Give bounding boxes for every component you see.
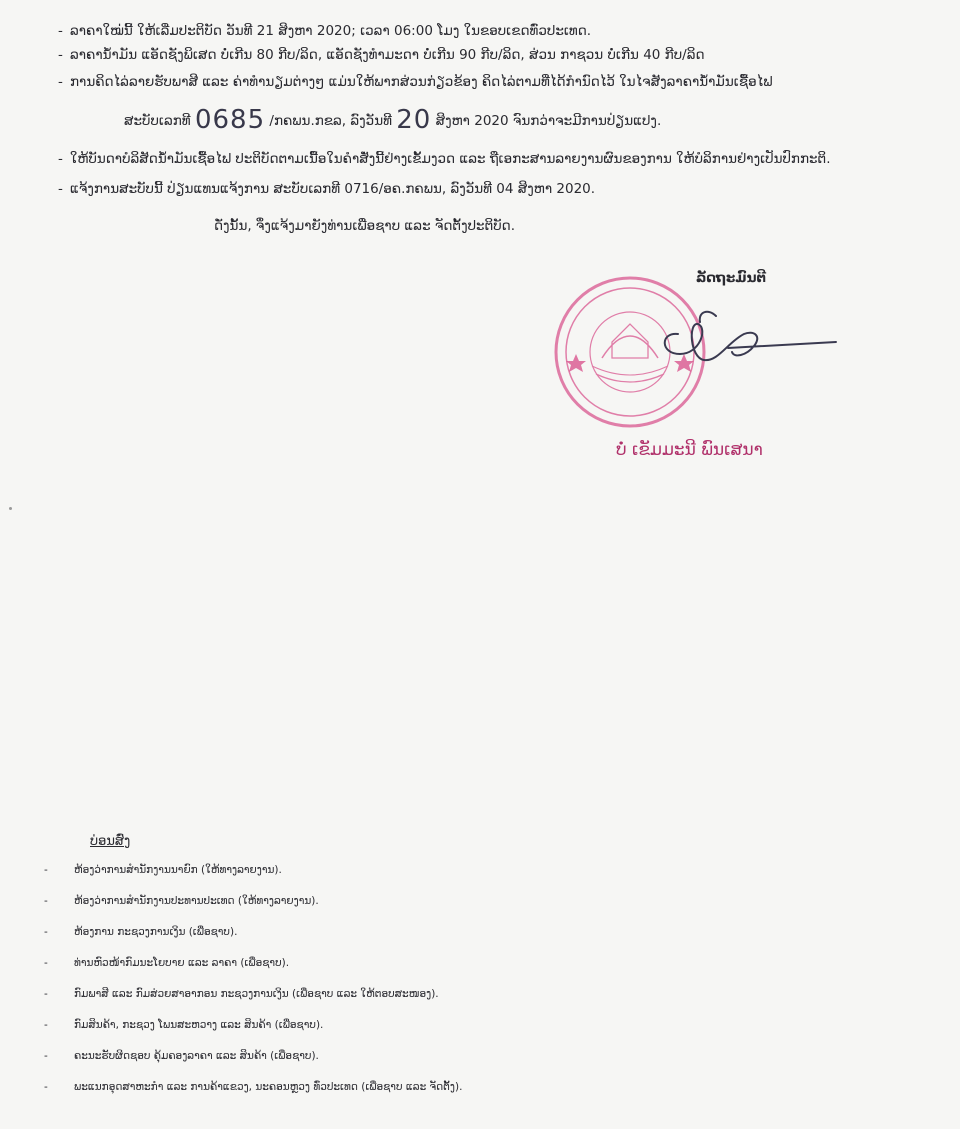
bullet-dash: - <box>58 23 63 39</box>
handwritten-signature <box>665 312 836 360</box>
cc-item-text: ທ່ານຫົວໜ້າກົມນະໂຍບາຍ ແລະ ລາຄາ (ເພື່ອຊາບ). <box>74 957 290 969</box>
bullet-text: ແຈ້ງການສະບັບນີ້ ປ່ຽນແທນແຈ້ງການ ສະບັບເລກທີ 0716/ອຄ.ກຄພນ, ລົງວັນທີ 04 ສິງຫາ 2020. <box>70 181 596 197</box>
signer-name: ບໍ່ ເຂັມມະນີ ພົນເສນາ <box>616 440 763 460</box>
bullet-tax-calculation <box>58 73 773 91</box>
bullet-dash: - <box>58 151 63 167</box>
cc-item-text: ກົມພາສີ ແລະ ກົມສ່ວຍສາອາກອນ ກະຊວງການເງິນ (ເພື່ອຊາບ ແລະ ໃຫ້ຕອບສະໜອງ). <box>74 988 439 1000</box>
reference-middle: /ກຄພນ.ກຂລ, ລົງວັນທີ <box>269 113 392 129</box>
cc-dash: - <box>44 957 48 969</box>
bullet-dash: - <box>58 47 63 63</box>
bullet-companies <box>58 150 831 168</box>
reference-prefix: ສະບັບເລກທີ <box>124 113 191 129</box>
bullet-tax-reference-line <box>124 105 661 135</box>
cc-title: ບ່ອນສົ່ງ <box>90 834 131 849</box>
signature-title: ລັດຖະມົນຕີ <box>696 270 766 286</box>
cc-dash: - <box>44 1081 48 1093</box>
bullet-text: ການຄິດໄລ່ລາຍຮັບພາສີ ແລະ ຄ່າທຳນຽມຕ່າງໆ ແມ່ນໃຫ້ພາກສ່ວນກ່ຽວຂ້ອງ ຄິດໄລ່ຕາມທີ່ໄດ້ກຳນົດໄວ້ ໃນໄຈສັງລາຄານ້ຳມັນເຊື້ອໄຟ <box>70 74 773 90</box>
bullet-dash: - <box>58 181 63 197</box>
bullet-text: ລາຄານ້ຳມັນ ແອັດຊັງພິເສດ ບໍ່ເກີນ 80 ກີບ/ລິດ, ແອັດຊັງທຳມະດາ ບໍ່ເກີນ 90 ກີບ/ລິດ, ສ່ວນ ກາຊວນ ບໍ່ເກີນ 40 ກີບ/ລິດ <box>70 47 705 63</box>
handwritten-number: 0685 <box>194 105 266 135</box>
cc-item-text: ພະແນກອຸດສາຫະກຳ ແລະ ການຄ້າແຂວງ, ນະຄອນຫຼວງ ທົ່ວປະເທດ (ເພື່ອຊາບ ແລະ ຈັດຕັ້ງ). <box>74 1081 463 1093</box>
stamp-and-signature <box>548 262 848 442</box>
cc-item-text: ຫ້ອງວ່າການສຳນັກງານປະທານປະເທດ (ໃຫ້ທາງລາຍງານ). <box>74 895 319 907</box>
bullet-dash: - <box>58 74 63 90</box>
handwritten-day: 20 <box>396 105 432 135</box>
cc-dash: - <box>44 864 48 876</box>
cc-dash: - <box>44 895 48 907</box>
bullet-replaces <box>58 180 595 198</box>
cc-dash: - <box>44 1050 48 1062</box>
closing-line: ດັ່ງນັ້ນ, ຈຶ່ງແຈ້ງມາຍັງທ່ານເພື່ອຊາບ ແລະ ຈັດຕັ້ງປະຕິບັດ. <box>214 218 515 234</box>
cc-item-text: ຄະນະຮັບຜິດຊອບ ຄຸ້ມຄອງລາຄາ ແລະ ສິນຄ້າ (ເພື່ອຊາບ). <box>74 1050 319 1062</box>
cc-dash: - <box>44 988 48 1000</box>
reference-end: ສິງຫາ 2020 ຈົນກວ່າຈະມີການປ່ຽນແປງ. <box>435 113 662 129</box>
cc-dash: - <box>44 926 48 938</box>
cc-item-text: ຫ້ອງການ ກະຊວງການເງິນ (ເພື່ອຊາບ). <box>74 926 238 938</box>
bullet-effective-date <box>58 22 591 40</box>
cc-dash: - <box>44 1019 48 1031</box>
cc-item-text: ຫ້ອງວ່າການສຳນັກງານນາຍົກ (ໃຫ້ທາງລາຍງານ). <box>74 864 282 876</box>
scan-speck <box>9 507 12 510</box>
official-stamp <box>548 262 848 442</box>
bullet-text: ລາຄາໃໝ່ນີ້ ໃຫ້ເລີ່ມປະຕິບັດ ວັນທີ 21 ສິງຫາ 2020; ເວລາ 06:00 ໂມງ ໃນຂອບເຂດທົ່ວປະເທດ. <box>70 23 592 39</box>
bullet-text: ໃຫ້ບັນດາບໍລິສັດນ້ຳມັນເຊື້ອໄຟ ປະຕິບັດຕາມເນື້ອໃນຄຳສັ່ງນີ້ຢ່າງເຂັ້ມງວດ ແລະ ຖືເອກະສານລາຍງານຜົນຂອງການ ໃຫ້ບໍລິການຢ່າງເປັນປົກກະຕິ. <box>70 151 831 167</box>
bullet-prices <box>58 46 705 64</box>
cc-item-text: ກົມສິນຄ້າ, ກະຊວງ ໂພນສະຫວາງ ແລະ ສິນຄ້າ (ເພື່ອຊາບ). <box>74 1019 324 1031</box>
